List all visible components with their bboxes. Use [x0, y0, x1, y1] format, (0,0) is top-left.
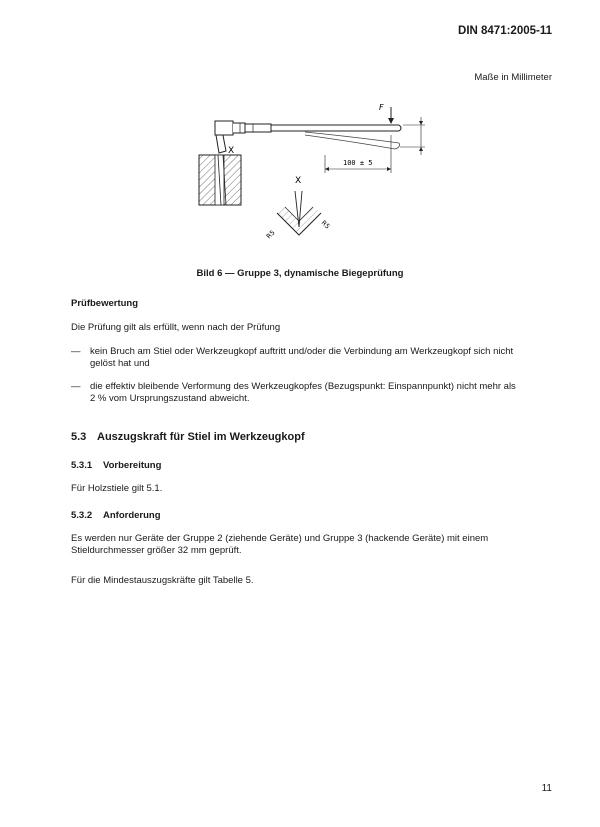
detail-x-view [277, 191, 321, 235]
units-note: Maße in Millimeter [474, 72, 552, 83]
section-5-3-number: 5.3 [71, 431, 87, 443]
section-5-3-1-number: 5.3.1 [71, 460, 93, 471]
section-5-3-2-title: Anforderung [103, 510, 161, 521]
bullet-dash-1: — [71, 346, 81, 357]
clamping-block [199, 155, 241, 205]
pruefbewertung-heading: Prüfbewertung [71, 298, 139, 309]
section-5-3-2-text-2: Für die Mindestauszugskräfte gilt Tabelle 5. [71, 575, 254, 586]
document-number: DIN 8471:2005-11 [458, 25, 552, 37]
length-label: 100 ± 5 [343, 159, 373, 167]
section-5-3-1-heading [71, 460, 161, 472]
figure-caption: Bild 6 — Gruppe 3, dynamische Biegeprüfung [196, 268, 404, 279]
radius-left-label: R5 [264, 228, 277, 241]
section-5-3-2-text-line-2: Stieldurchmesser größer 32 mm geprüft. [71, 545, 242, 556]
section-5-3-1-text: Für Holzstiele gilt 5.1. [71, 483, 163, 494]
pruefbewertung-intro: Die Prüfung gilt als erfüllt, wenn nach der Prüfung [71, 322, 281, 333]
section-5-3-title: Auszugskraft für Stiel im Werkzeugkopf [97, 431, 305, 443]
force-label: F [379, 103, 384, 112]
bullet-2-line-1: die effektiv bleibende Verformung des Werkzeugkopfes (Bezugspunkt: Einspannpunkt) nicht mehr als [90, 381, 516, 392]
force-arrow [388, 107, 394, 124]
detail-view-label: X [295, 176, 302, 186]
radius-right-label: R5 [319, 218, 332, 231]
section-5-3-heading [71, 431, 305, 443]
detail-marker: X [228, 146, 235, 156]
bullet-1-line-2: gelöst hat und [90, 358, 150, 369]
page-number: 11 [541, 783, 552, 794]
bullet-2-line-2: 2 % vom Ursprungszustand abweicht. [90, 393, 250, 404]
section-5-3-2-text-line-1: Es werden nur Geräte der Gruppe 2 (ziehende Geräte) und Gruppe 3 (hackende Geräte) mit einem [71, 533, 489, 544]
deflection-dimension [400, 117, 425, 155]
handle [245, 124, 401, 149]
section-5-3-1-title: Vorbereitung [103, 460, 162, 471]
test-setup-drawing [185, 95, 445, 255]
section-5-3-2-heading [71, 510, 161, 522]
bullet-dash-2: — [71, 381, 81, 392]
bullet-1-line-1: kein Bruch am Stiel oder Werkzeugkopf auftritt und/oder die Verbindung am Werkzeugkopf sich nicht [90, 346, 514, 357]
section-5-3-2-number: 5.3.2 [71, 510, 93, 521]
